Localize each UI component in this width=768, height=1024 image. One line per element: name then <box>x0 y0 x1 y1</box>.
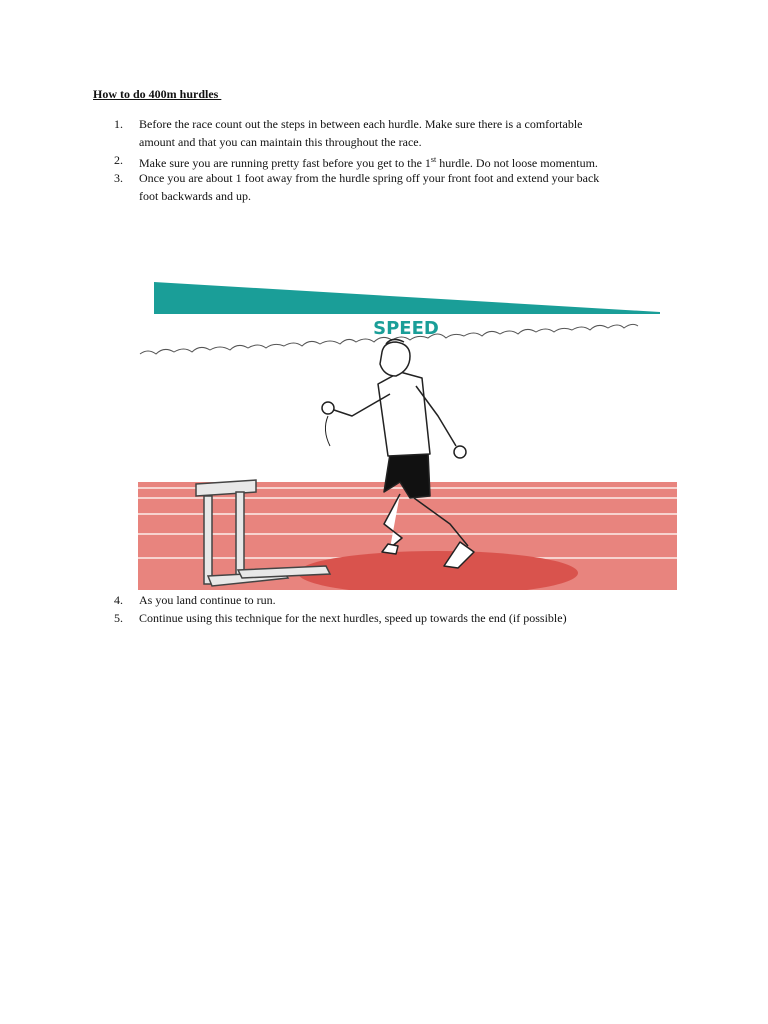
item-line: Make sure you are running pretty fast before you get to the 1 <box>139 156 431 170</box>
speed-label: SPEED <box>373 318 439 339</box>
item-number: 3. <box>114 171 123 185</box>
item-text <box>139 169 674 205</box>
superscript: st <box>430 155 437 164</box>
item-text: Continue using this technique for the next hurdles, speed up towards the end (if possible) <box>139 611 567 625</box>
item-number: 1. <box>114 117 123 131</box>
item-text: As you land continue to run. <box>139 593 276 607</box>
item-line: foot backwards and up. <box>139 189 251 203</box>
item-line: amount and that you can maintain this throughout the race. <box>139 135 422 149</box>
item-number: 4. <box>114 593 123 607</box>
item-number: 2. <box>114 153 123 167</box>
hurdle-runner-illustration <box>138 276 677 590</box>
item-text <box>139 115 674 151</box>
item-line: Before the race count out the steps in between each hurdle. Make sure there is a comfortable <box>139 117 583 131</box>
item-line: hurdle. Do not loose momentum. <box>436 156 598 170</box>
item-number: 5. <box>114 611 123 625</box>
speed-wedge <box>154 282 660 314</box>
item-line: Once you are about 1 foot away from the hurdle spring off your front foot and extend your back <box>139 171 600 185</box>
document-title: How to do 400m hurdles <box>93 87 222 101</box>
